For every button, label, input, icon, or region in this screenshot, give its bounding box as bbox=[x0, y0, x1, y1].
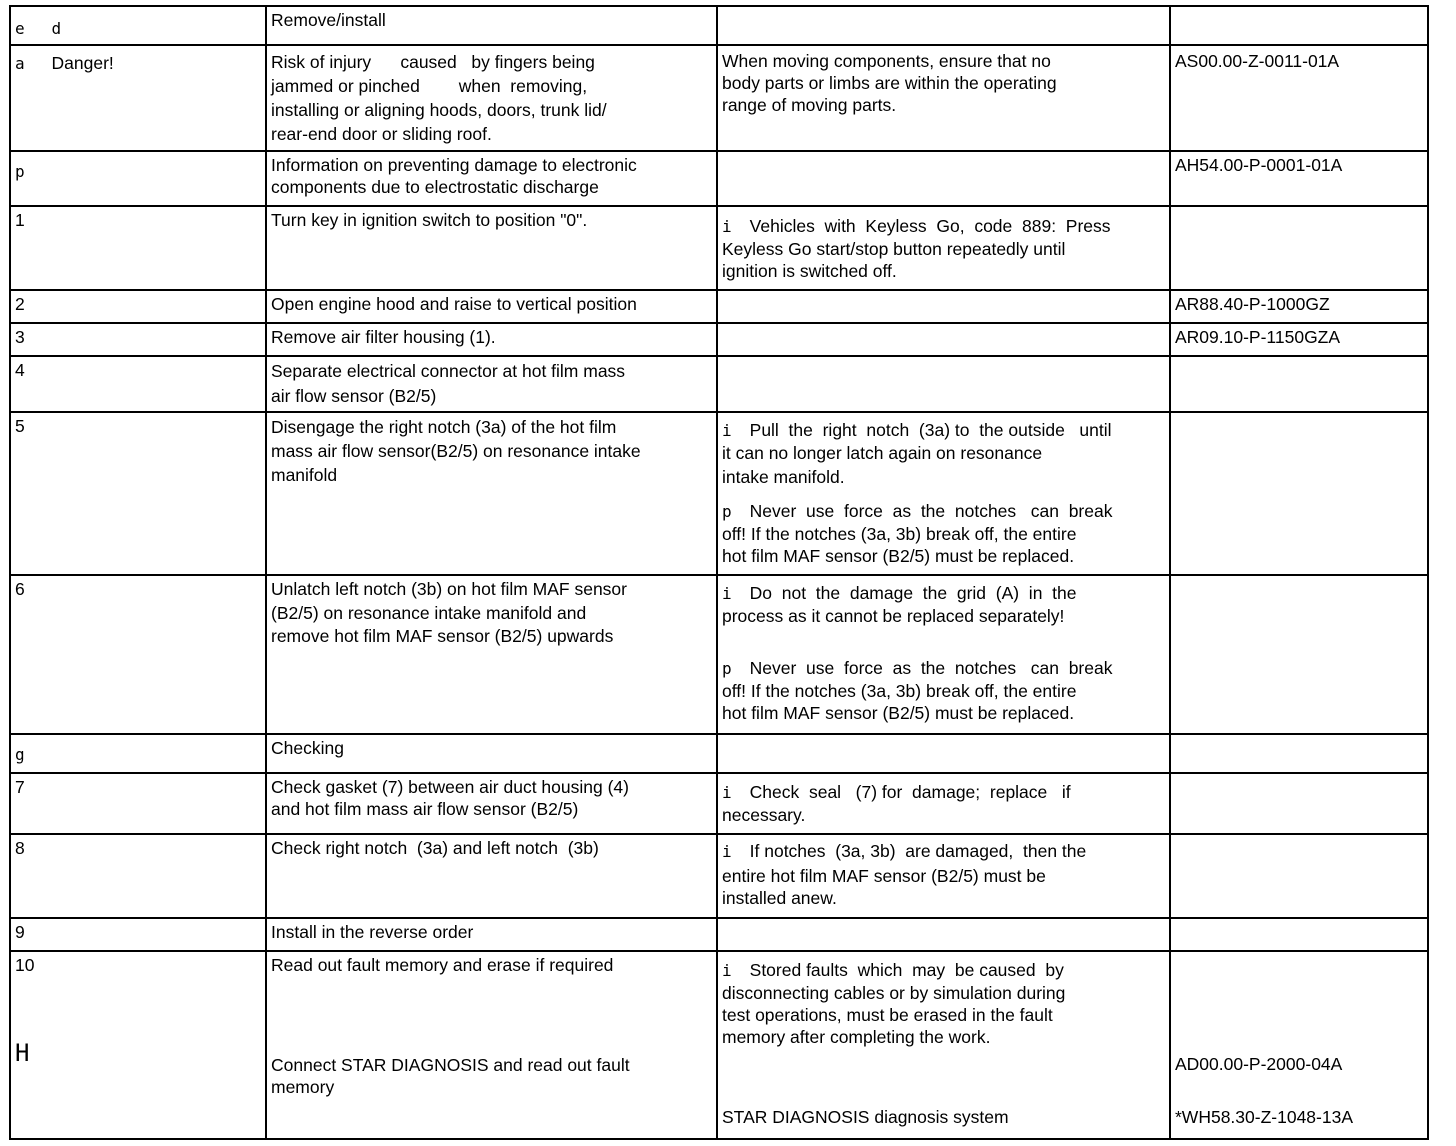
reference-cell bbox=[1170, 951, 1428, 1139]
text-line: Disengage the right notch (3a) of the hot film bbox=[271, 417, 617, 437]
reference-cell: AS00.00-Z-0011-01A bbox=[1170, 45, 1428, 151]
reference-cell bbox=[1170, 834, 1428, 918]
text-line: off! If the notches (3a, 3b) break off, the entire bbox=[722, 524, 1077, 544]
table-row bbox=[10, 290, 1428, 323]
info-icon: i bbox=[722, 584, 732, 603]
reference-cell bbox=[1170, 918, 1428, 951]
text-line: Do not the damage the grid (A) in the bbox=[749, 583, 1077, 603]
table-row bbox=[10, 323, 1428, 356]
text-line: Unlatch left notch (3b) on hot film MAF sensor bbox=[271, 579, 627, 599]
text-line: it can no longer latch again on resonance bbox=[722, 443, 1043, 463]
reference-link: AD00.00-P-2000-04A bbox=[1175, 1054, 1343, 1074]
step-number: 6 bbox=[10, 575, 266, 734]
operation-cell: Open engine hood and raise to vertical position bbox=[266, 290, 717, 323]
operation-cell bbox=[266, 412, 717, 575]
step-number: 9 bbox=[10, 918, 266, 951]
note-cell bbox=[717, 773, 1170, 834]
text-line: intake manifold. bbox=[722, 467, 845, 487]
text-line: Check seal (7) for damage; replace if bbox=[749, 782, 1071, 802]
table-row bbox=[10, 45, 1428, 151]
info-icon: i bbox=[722, 842, 732, 861]
step-number: 1 bbox=[10, 206, 266, 290]
note-cell bbox=[717, 45, 1170, 151]
table-row bbox=[10, 834, 1428, 918]
symbol-icon: e bbox=[15, 19, 25, 38]
step-number: 3 bbox=[10, 323, 266, 356]
step-number: 10 bbox=[15, 955, 35, 975]
caution-icon: p bbox=[722, 502, 732, 521]
text-line: off! If the notches (3a, 3b) break off, the entire bbox=[722, 681, 1077, 701]
step-cell bbox=[10, 45, 266, 151]
text-line: Pull the right notch (3a) to the outside until bbox=[749, 420, 1112, 440]
table-row bbox=[10, 951, 1428, 1139]
text-line: Risk of injury caused by fingers being bbox=[271, 52, 595, 72]
operation-cell: Check right notch (3a) and left notch (3b) bbox=[266, 834, 717, 918]
operation-cell bbox=[266, 45, 717, 151]
reference-cell bbox=[1170, 575, 1428, 734]
text-line: installed anew. bbox=[722, 888, 837, 908]
reference-cell: AR88.40-P-1000GZ bbox=[1170, 290, 1428, 323]
info-icon: i bbox=[722, 783, 732, 802]
step-number: 8 bbox=[10, 834, 266, 918]
operation-cell: Turn key in ignition switch to position "0". bbox=[266, 206, 717, 290]
text-line: Separate electrical connector at hot film mass bbox=[271, 361, 626, 381]
text-line: (B2/5) on resonance intake manifold and bbox=[271, 602, 587, 623]
reference-cell bbox=[1170, 356, 1428, 412]
text-line: entire hot film MAF sensor (B2/5) must be bbox=[722, 866, 1046, 886]
table-row bbox=[10, 734, 1428, 773]
text-line: mass air flow sensor(B2/5) on resonance intake bbox=[271, 441, 641, 461]
operation-cell: Install in the reverse order bbox=[266, 918, 717, 951]
reference-cell bbox=[1170, 412, 1428, 575]
text-line: necessary. bbox=[722, 805, 806, 825]
text-line: hot film MAF sensor (B2/5) must be replaced. bbox=[722, 546, 1075, 566]
table-row bbox=[10, 6, 1428, 45]
note-cell bbox=[717, 918, 1170, 951]
reference-cell: AR09.10-P-1150GZA bbox=[1170, 323, 1428, 356]
operation-cell bbox=[266, 575, 717, 734]
text-line: memory bbox=[271, 1077, 335, 1097]
text-line: Check gasket (7) between air duct housing (4) bbox=[271, 777, 629, 797]
text-line: hot film MAF sensor (B2/5) must be replaced. bbox=[722, 703, 1075, 723]
diagnosis-icon: H bbox=[15, 1039, 30, 1067]
symbol-icon: d bbox=[51, 19, 62, 38]
text-line: rear-end door or sliding roof. bbox=[271, 124, 492, 144]
note-cell bbox=[717, 951, 1170, 1139]
text-line: installing or aligning hoods, doors, trunk lid/ bbox=[271, 100, 607, 120]
note-cell bbox=[717, 6, 1170, 45]
step-number: 5 bbox=[10, 412, 266, 575]
danger-icon: a bbox=[15, 54, 25, 73]
info-icon: i bbox=[722, 217, 732, 236]
text-line: remove hot film MAF sensor (B2/5) upwards bbox=[271, 626, 614, 646]
reference-cell: AH54.00-P-0001-01A bbox=[1170, 151, 1428, 206]
table-row bbox=[10, 773, 1428, 834]
text-line: Never use force as the notches can break bbox=[749, 501, 1113, 521]
step-number: 7 bbox=[10, 773, 266, 834]
reference-cell bbox=[1170, 206, 1428, 290]
procedure-table bbox=[9, 5, 1429, 1140]
info-icon: i bbox=[722, 961, 732, 980]
operation-cell bbox=[266, 356, 717, 412]
text-line: process as it cannot be replaced separately! bbox=[722, 606, 1065, 626]
text-line: memory after completing the work. bbox=[722, 1027, 991, 1047]
text-line: body parts or limbs are within the operating bbox=[722, 73, 1057, 93]
table-row bbox=[10, 151, 1428, 206]
text-line: air flow sensor (B2/5) bbox=[271, 386, 437, 406]
note-cell bbox=[717, 575, 1170, 734]
info-icon: i bbox=[722, 421, 732, 440]
esd-icon: p bbox=[15, 162, 25, 181]
text-line: If notches (3a, 3b) are damaged, then the bbox=[749, 841, 1087, 861]
text-line: Vehicles with Keyless Go, code 889: Press bbox=[749, 216, 1111, 236]
step-cell bbox=[10, 6, 266, 45]
text-line: test operations, must be erased in the fault bbox=[722, 1005, 1053, 1025]
text-line: components due to electrostatic discharge bbox=[271, 177, 599, 197]
text-line: Keyless Go start/stop button repeatedly until bbox=[722, 239, 1066, 259]
danger-label: Danger! bbox=[51, 53, 114, 73]
operation-cell: Remove air filter housing (1). bbox=[266, 323, 717, 356]
text-line: Connect STAR DIAGNOSIS and read out fault bbox=[271, 1055, 630, 1075]
text-line: ignition is switched off. bbox=[722, 261, 897, 281]
text-line: Information on preventing damage to electronic bbox=[271, 155, 637, 175]
note-cell bbox=[717, 734, 1170, 773]
table-row bbox=[10, 356, 1428, 412]
note-cell bbox=[717, 412, 1170, 575]
note-cell bbox=[717, 290, 1170, 323]
text-line: disconnecting cables or by simulation during bbox=[722, 983, 1066, 1003]
text-line: jammed or pinched when removing, bbox=[271, 76, 588, 96]
text-line: Stored faults which may be caused by bbox=[749, 960, 1064, 980]
operation-cell bbox=[266, 151, 717, 206]
reference-cell bbox=[1170, 773, 1428, 834]
text-line: Never use force as the notches can break bbox=[749, 658, 1113, 678]
note-cell bbox=[717, 206, 1170, 290]
note-cell bbox=[717, 151, 1170, 206]
reference-link: *WH58.30-Z-1048-13A bbox=[1175, 1107, 1353, 1127]
table-row bbox=[10, 575, 1428, 734]
reference-cell bbox=[1170, 6, 1428, 45]
operation-cell bbox=[266, 951, 717, 1139]
text-line: Read out fault memory and erase if required bbox=[271, 955, 614, 975]
step-number: 4 bbox=[10, 356, 266, 412]
step-cell bbox=[10, 151, 266, 206]
table-row bbox=[10, 206, 1428, 290]
note-cell bbox=[717, 834, 1170, 918]
step-cell bbox=[10, 734, 266, 773]
step-cell bbox=[10, 951, 266, 1139]
text-line: and hot film mass air flow sensor (B2/5) bbox=[271, 799, 579, 819]
text-line: range of moving parts. bbox=[722, 95, 897, 115]
operation-cell bbox=[266, 773, 717, 834]
step-number: 2 bbox=[10, 290, 266, 323]
text-line: STAR DIAGNOSIS diagnosis system bbox=[722, 1107, 1009, 1127]
note-cell bbox=[717, 356, 1170, 412]
note-cell bbox=[717, 323, 1170, 356]
table-row bbox=[10, 918, 1428, 951]
text-line: manifold bbox=[271, 465, 338, 485]
reference-cell bbox=[1170, 734, 1428, 773]
operation-cell: Remove/install bbox=[266, 6, 717, 45]
operation-cell: Checking bbox=[266, 734, 717, 773]
checking-icon: g bbox=[15, 745, 25, 764]
caution-icon: p bbox=[722, 659, 732, 678]
table-row bbox=[10, 412, 1428, 575]
text-line: When moving components, ensure that no bbox=[722, 51, 1051, 71]
